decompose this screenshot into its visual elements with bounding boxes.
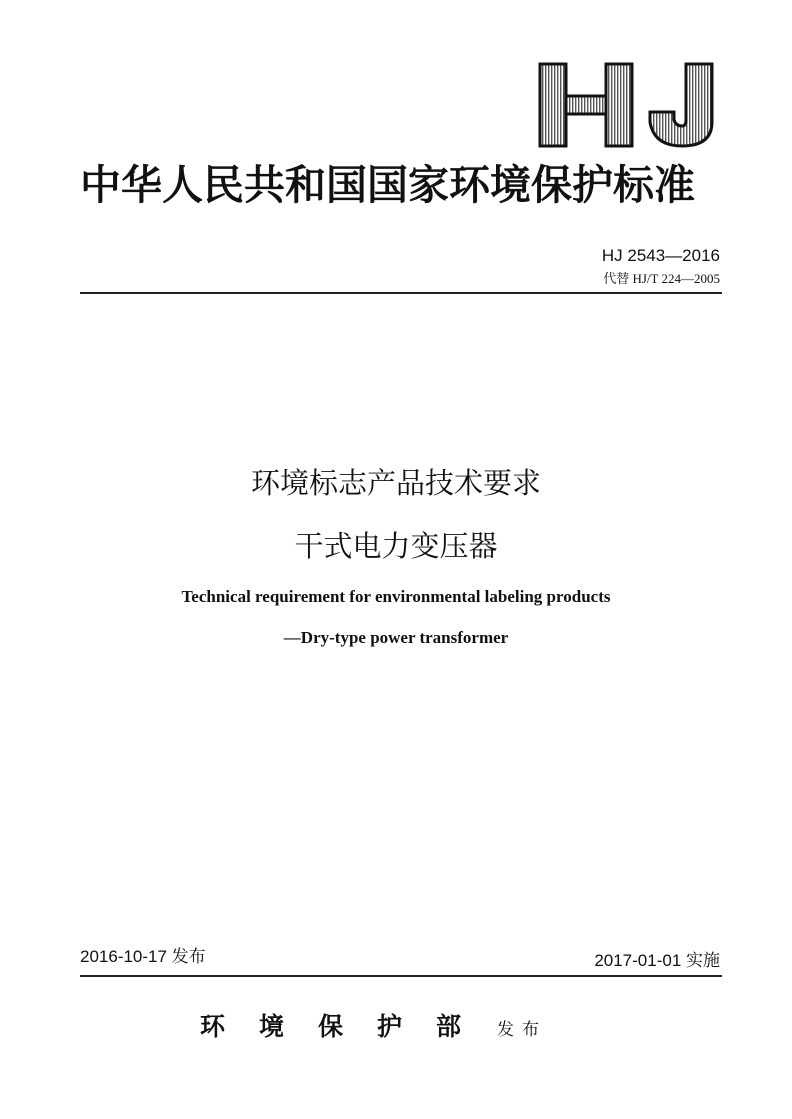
footer-divider	[80, 975, 722, 977]
hj-logo	[536, 60, 720, 150]
publisher-name: 环境保护部	[200, 1012, 496, 1041]
effective-date: 2017-01-01 实施	[594, 951, 720, 970]
title-chinese-main: 环境标志产品技术要求	[250, 466, 541, 500]
title-english-main: Technical requirement for environmental labeling products	[181, 587, 611, 606]
publisher	[200, 1010, 620, 1047]
issue-date: 2016-10-17 发布	[80, 947, 206, 966]
publisher-suffix: 发布	[497, 1020, 548, 1040]
header-divider	[80, 292, 722, 294]
hj-logo-icon	[536, 60, 720, 150]
title-chinese-sub: 干式电力变压器	[294, 529, 498, 563]
standard-type-header: 中华人民共和国国家环境保护标准	[80, 161, 695, 209]
title-english-sub: —Dry-type power transformer	[283, 628, 509, 647]
replaced-standard: 代替 HJ/T 224—2005	[603, 271, 720, 286]
standard-number: HJ 2543—2016	[601, 246, 720, 265]
